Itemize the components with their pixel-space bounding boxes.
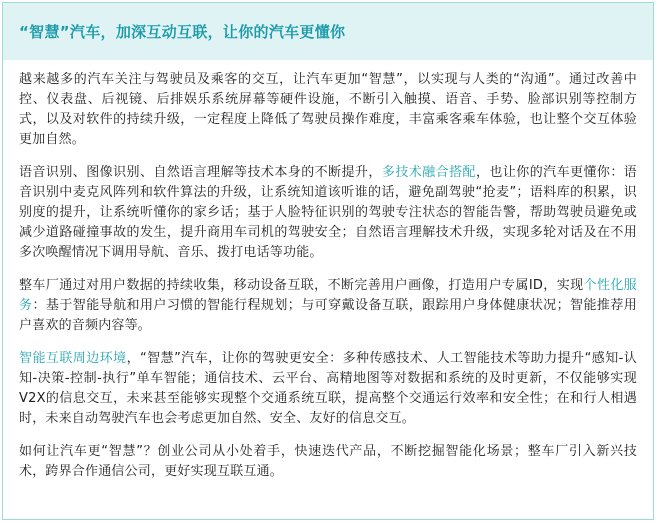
article-card bbox=[2, 2, 654, 520]
highlight-smart-connected-environment: 智能互联周边环境 bbox=[19, 351, 127, 366]
paragraph-3 bbox=[19, 276, 637, 336]
card-header bbox=[3, 3, 653, 60]
highlight-personalized-service: 个性化服务 bbox=[19, 278, 637, 313]
header-title: “智慧”汽车，加深互动互联，让你的汽车更懂你 bbox=[19, 23, 346, 41]
paragraph-3-text-a: 整车厂通过对用户数据的持续收集，移动设备互联，不断完善用户画像，打造用户专属ID，实现 bbox=[19, 278, 584, 293]
paragraph-2-text-b: ，也让你的汽车更懂你：语音识别中麦克风阵列和软件算法的升级，让系统知道该听谁的话，避免副驾驶“抢麦”；语料库的积累，识别度的提升，让系统听懂你的家乡话；基于人脸特征识别的驾驶专注状态的智能告警，帮助驾驶员避免或减少道路碰撞事故的发生，提升商用车司机的驾驶安全；自然语言理解技术升级，实现多轮对话及在不用多次唤醒情况下调用导航、音乐、拨打电话等功能。 bbox=[19, 165, 637, 260]
paragraph-2 bbox=[19, 163, 637, 263]
paragraph-3-text-b: ：基于智能导航和用户习惯的智能行程规划；与可穿戴设备互联，跟踪用户身体健康状况；智能推荐用户喜欢的音频内容等。 bbox=[19, 298, 637, 333]
paragraph-2-text-a: 语音识别、图像识别、自然语言理解等技术本身的不断提升， bbox=[19, 165, 382, 180]
paragraph-5 bbox=[19, 442, 637, 482]
paragraph-4-text: ，“智慧”汽车，让你的驾驶更安全：多种传感技术、人工智能技术等助力提升“感知-认知-决策-控制-执行”单车智能；通信技术、云平台、高精地图等对数据和系统的及时更新，不仅能够实现V2X的信息交互，未来甚至能够实现整个交通系统互联，提高整个交通运行效率和安全性；在和行人相遇时，未来自动驾驶汽车也会考虑更加自然、安全、友好的信息交互。 bbox=[19, 351, 637, 426]
paragraph-4 bbox=[19, 349, 637, 429]
paragraph-5-text: 如何让汽车更“智慧”？创业公司从小处着手，快速迭代产品，不断挖掘智能化场景；整车厂引入新兴技术，跨界合作通信公司，更好实现互联互通。 bbox=[19, 444, 637, 479]
article-body bbox=[3, 60, 653, 482]
paragraph-1 bbox=[19, 70, 637, 150]
highlight-multi-tech-fusion: 多技术融合搭配 bbox=[381, 165, 476, 180]
paragraph-1-text: 越来越多的汽车关注与驾驶员及乘客的交互，让汽车更加“智慧”，以实现与人类的“沟通”。通过改善中控、仪表盘、后视镜、后排娱乐系统屏幕等硬件设施，不断引入触摸、语音、手势、脸部识别等控制方式，以及对软件的持续升级，一定程度上降低了驾驶员操作难度，丰富乘客乘车体验，也让整个交互体验更加自然。 bbox=[19, 72, 637, 147]
